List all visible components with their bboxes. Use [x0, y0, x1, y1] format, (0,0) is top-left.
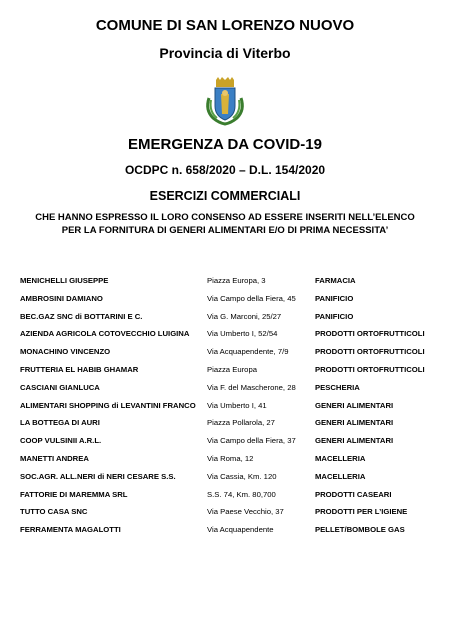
- shop-type: FARMACIA: [315, 276, 356, 285]
- list-item: [20, 383, 440, 401]
- shop-name: MANETTI ANDREA: [20, 453, 89, 463]
- list-item: [20, 525, 440, 543]
- list-item: [20, 347, 440, 365]
- shop-address: Via G. Marconi, 25/27: [207, 311, 282, 321]
- list-item: [20, 312, 440, 330]
- comune-title: COMUNE DI SAN LORENZO NUOVO: [95, 17, 355, 34]
- shop-name: ALIMENTARI SHOPPING di LEVANTINI FRANCO: [20, 400, 196, 410]
- shop-type: PRODOTTI ORTOFRUTTICOLI: [315, 364, 425, 374]
- list-item: [20, 418, 440, 436]
- decree-reference: OCDPC n. 658/2020 – D.L. 154/2020: [124, 163, 326, 177]
- shop-type: PRODOTTI CASEARI: [315, 489, 392, 499]
- shop-name: MONACHINO VINCENZO: [20, 347, 111, 357]
- list-item: [20, 365, 440, 383]
- shop-list: [20, 276, 440, 543]
- shop-address: Via Campo della Fiera, 37: [207, 436, 296, 446]
- shop-type: GENERI ALIMENTARI: [315, 418, 394, 428]
- subtitle: [0, 211, 450, 237]
- shop-address: Piazza Pollarola, 27: [207, 418, 275, 428]
- shop-type: MACELLERIA: [315, 471, 366, 481]
- shop-type: PRODOTTI PER L’IGIENE: [315, 507, 408, 517]
- shop-type: GENERI ALIMENTARI: [315, 400, 394, 410]
- list-item: [20, 276, 440, 294]
- shop-address: Via Acquapendente: [207, 525, 274, 535]
- shop-name: FRUTTERIA EL HABIB GHAMAR: [20, 364, 139, 374]
- shop-type: MACELLERIA: [315, 453, 366, 463]
- shop-name: COOP VULSINII A.R.L.: [20, 436, 102, 446]
- shop-name: TUTTO CASA SNC: [20, 507, 88, 517]
- shop-type: GENERI ALIMENTARI: [315, 436, 394, 446]
- shop-address: S.S. 74, Km. 80,700: [207, 489, 276, 499]
- shop-name: SOC.AGR. ALL.NERI di NERI CESARE S.S.: [20, 471, 176, 481]
- shop-address: Via Umberto I, 52/54: [207, 329, 278, 339]
- section-title: ESERCIZI COMMERCIALI: [149, 189, 301, 203]
- emergency-title: EMERGENZA DA COVID-19: [128, 136, 322, 153]
- list-item: [20, 401, 440, 419]
- shop-name: FERRAMENTA MAGALOTTI: [20, 525, 121, 535]
- shop-address: Piazza Europa: [207, 364, 257, 374]
- subtitle-line-2: PER LA FORNITURA DI GENERI ALIMENTARI E/O DI PRIMA NECESSITA’: [61, 225, 389, 236]
- list-item: [20, 490, 440, 508]
- list-item: [20, 329, 440, 347]
- shop-type: PESCHERIA: [315, 382, 360, 392]
- shop-type: PRODOTTI ORTOFRUTTICOLI: [315, 329, 425, 339]
- shop-name: BEC.GAZ SNC di BOTTARINI E C.: [20, 311, 143, 321]
- shop-address: Via Umberto I, 41: [207, 400, 267, 410]
- shop-name: AMBROSINI DAMIANO: [20, 293, 103, 303]
- shop-address: Via Roma, 12: [207, 453, 254, 463]
- provincia-title: Provincia di Viterbo: [159, 45, 291, 61]
- list-item: [20, 436, 440, 454]
- list-item: [20, 294, 440, 312]
- subtitle-line-1: CHE HANNO ESPRESSO IL LORO CONSENSO AD ESSERE INSERITI NELL’ELENCO: [35, 212, 415, 223]
- list-item: [20, 454, 440, 472]
- shop-address: Via F. del Mascherone, 28: [207, 382, 296, 392]
- shop-name: MENICHELLI GIUSEPPE: [20, 276, 109, 285]
- shop-name: FATTORIE DI MAREMMA SRL: [20, 489, 128, 499]
- coat-of-arms-icon: [203, 76, 247, 126]
- shop-name: LA BOTTEGA DI AURI: [20, 418, 100, 428]
- shop-name: AZIENDA AGRICOLA COTOVECCHIO LUIGINA: [20, 329, 190, 339]
- list-item: [20, 472, 440, 490]
- shop-address: Via Paese Vecchio, 37: [207, 507, 284, 517]
- shop-address: Via Campo della Fiera, 45: [207, 293, 296, 303]
- shop-type: PRODOTTI ORTOFRUTTICOLI: [315, 347, 425, 357]
- shop-address: Piazza Europa, 3: [207, 276, 266, 285]
- list-item: [20, 507, 440, 525]
- shop-address: Via Cassia, Km. 120: [207, 471, 277, 481]
- shop-name: CASCIANI GIANLUCA: [20, 382, 100, 392]
- shop-address: Via Acquapendente, 7/9: [207, 347, 289, 357]
- shop-type: PANIFICIO: [315, 293, 354, 303]
- shop-type: PELLET/BOMBOLE GAS: [315, 525, 405, 535]
- shop-type: PANIFICIO: [315, 311, 354, 321]
